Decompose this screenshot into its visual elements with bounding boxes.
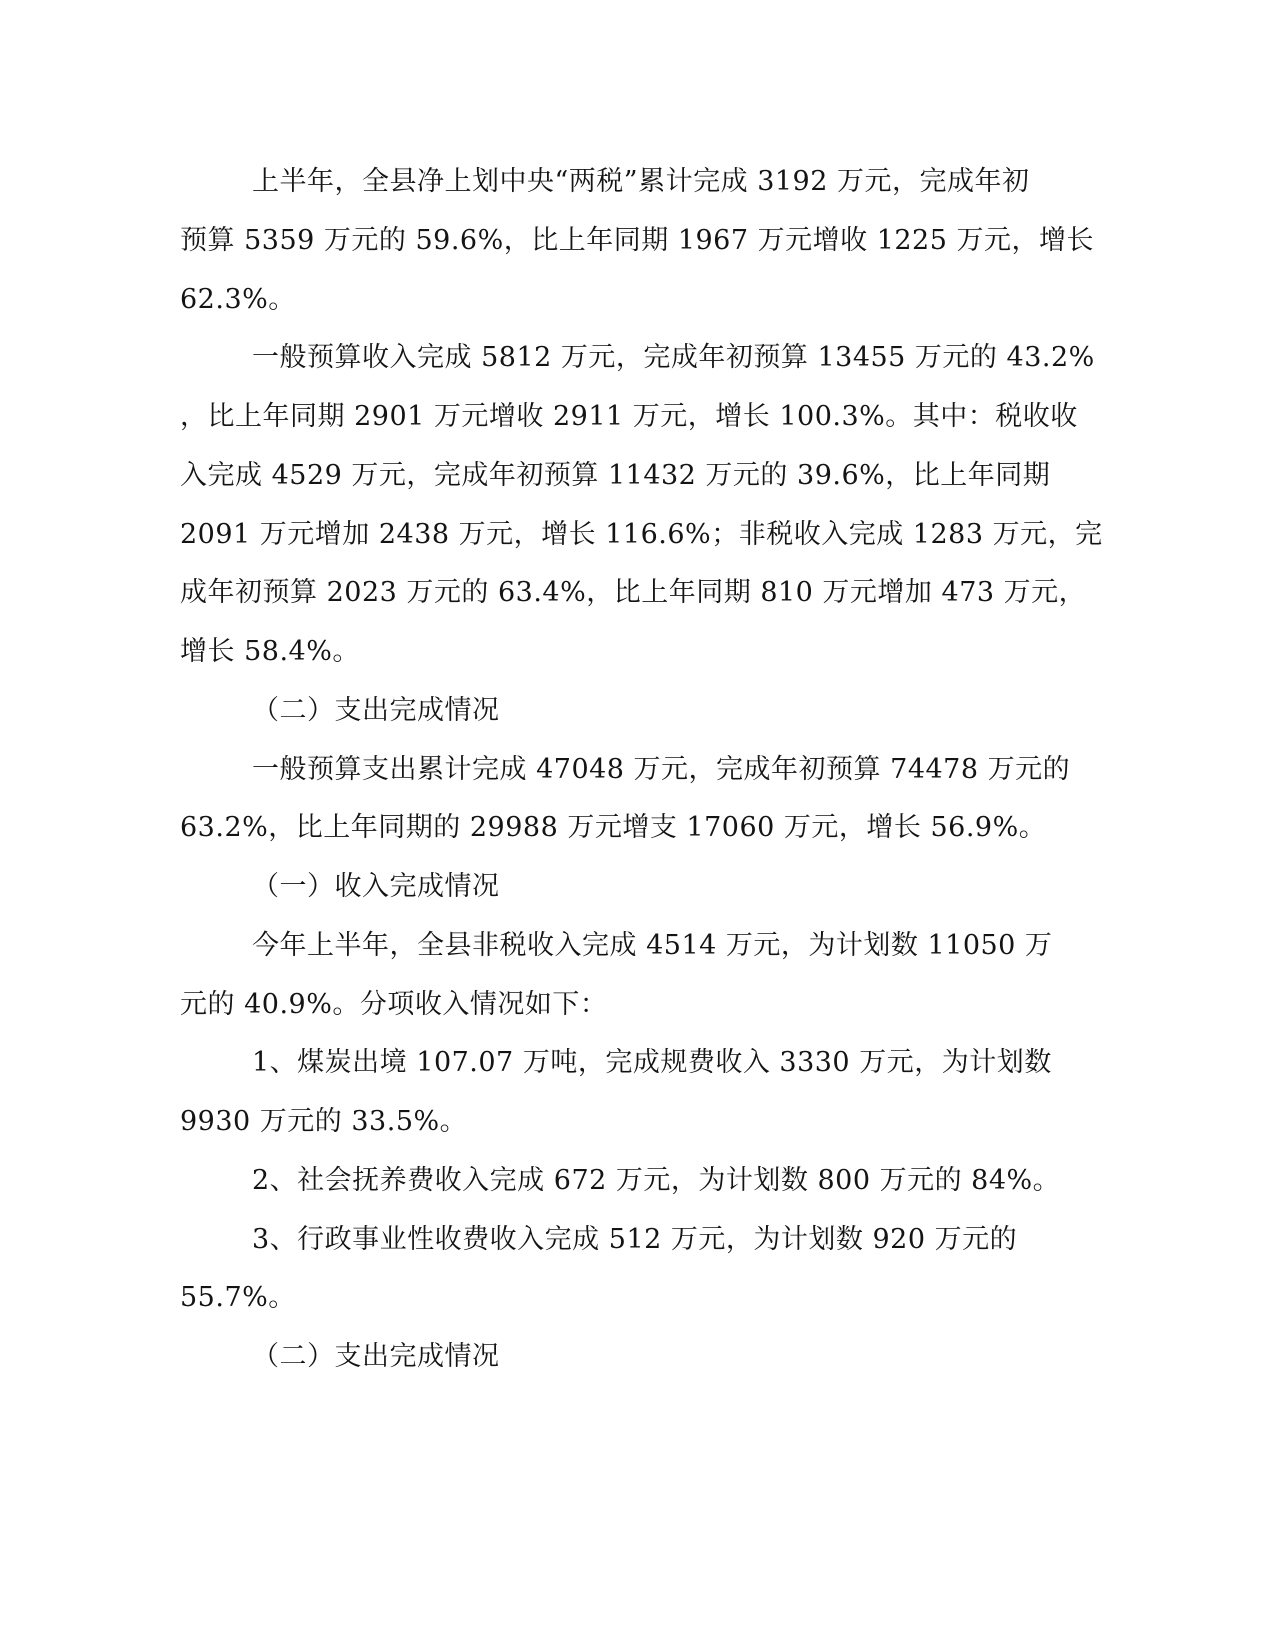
heading-expenditure-1: （二）支出完成情况 bbox=[252, 694, 500, 726]
section-heading-revenue bbox=[180, 858, 1060, 917]
paragraph-1-line-3: 62.3%。 bbox=[180, 283, 296, 315]
paragraph-non-tax-revenue bbox=[180, 917, 1060, 1035]
paragraph-general-budget-revenue bbox=[180, 329, 1103, 682]
list-item-1-line-2: 9930 万元的 33.5%。 bbox=[180, 1106, 468, 1137]
paragraph-4-line-1: 一般预算支出累计完成 47048 万元，完成年初预算 74478 万元的 bbox=[252, 753, 1071, 785]
section-heading-expenditure bbox=[180, 682, 1060, 741]
paragraph-4-line-2: 63.2%，比上年同期的 29988 万元增支 17060 万元，增长 56.9%。 bbox=[180, 812, 1047, 844]
list-item-3-line-2: 55.7%。 bbox=[180, 1282, 296, 1314]
list-item-social-fee bbox=[180, 1152, 1060, 1211]
paragraph-2-line-2: ，比上年同期 2901 万元增收 2911 万元，增长 100.3%。其中：税收收 bbox=[180, 401, 1078, 432]
paragraph-2-line-1: 一般预算收入完成 5812 万元，完成年初预算 13455 万元的 43.2% bbox=[252, 342, 1095, 374]
heading-expenditure-2: （二）支出完成情况 bbox=[252, 1341, 500, 1372]
heading-revenue: （一）收入完成情况 bbox=[252, 871, 500, 902]
document-page bbox=[180, 153, 1103, 1387]
list-item-3-line-1: 3、行政事业性收费收入完成 512 万元，为计划数 920 万元的 bbox=[252, 1223, 1018, 1255]
list-item-coal bbox=[180, 1034, 1060, 1152]
paragraph-6-line-2: 元的 40.9%。分项收入情况如下： bbox=[180, 988, 608, 1020]
paragraph-2-line-4: 2091 万元增加 2438 万元，增长 116.6%；非税收入完成 1283 万元，完 bbox=[180, 518, 1103, 550]
paragraph-2-line-3: 入完成 4529 万元，完成年初预算 11432 万元的 39.6%，比上年同期 bbox=[180, 459, 1051, 491]
paragraph-general-budget-expenditure bbox=[180, 741, 1071, 859]
list-item-admin-fee bbox=[180, 1211, 1060, 1329]
list-item-1-line-1: 1、煤炭出境 107.07 万吨，完成规费收入 3330 万元，为计划数 bbox=[252, 1047, 1052, 1079]
paragraph-6-line-1: 今年上半年，全县非税收入完成 4514 万元，为计划数 11050 万 bbox=[252, 929, 1053, 961]
paragraph-1-line-1: 上半年，全县净上划中央“两税”累计完成 3192 万元，完成年初 bbox=[252, 166, 1030, 197]
paragraph-1-line-2: 预算 5359 万元的 59.6%，比上年同期 1967 万元增收 1225 万元，增长 bbox=[180, 224, 1094, 256]
paragraph-tax-revenue bbox=[180, 153, 1094, 329]
paragraph-2-line-5: 成年初预算 2023 万元的 63.4%，比上年同期 810 万元增加 473 万元， bbox=[180, 577, 1087, 609]
section-heading-expenditure-2 bbox=[180, 1328, 1060, 1387]
paragraph-2-line-6: 增长 58.4%。 bbox=[180, 636, 360, 667]
list-item-2-line-1: 2、社会抚养费收入完成 672 万元，为计划数 800 万元的 84%。 bbox=[252, 1164, 1061, 1196]
